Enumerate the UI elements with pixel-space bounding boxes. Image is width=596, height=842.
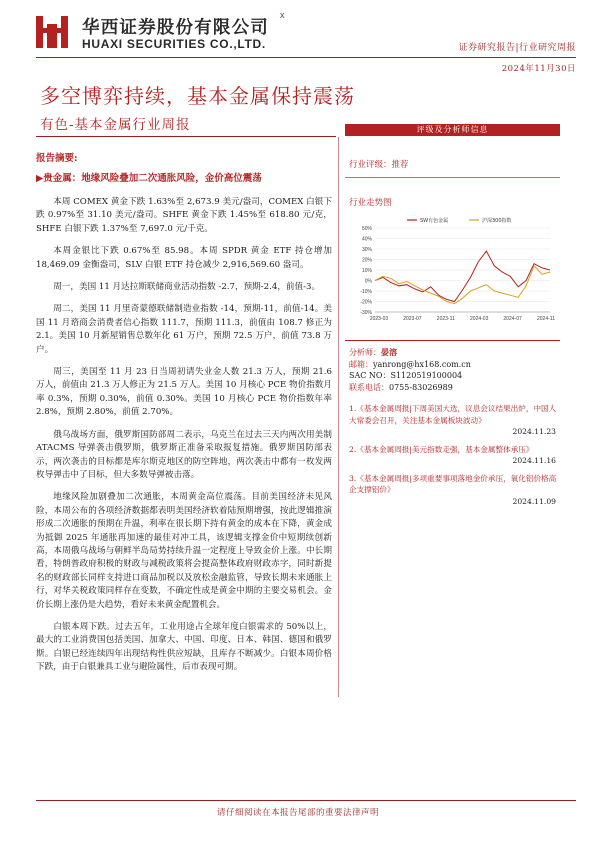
summary-paragraph: 周二，美国 11 月里奇蒙德联储制造业指数 -14，预期-11，前值-14。美国 11 月谘商会消费者信心指数 111.7，预期 111.3，前值由 108.7 修正为 2.1。美国 10 月新屋销售总数年化 61 万户，预期 72.5 万户，前值 73.8 万户。: [36, 304, 332, 355]
email-label: 邮箱：: [349, 359, 373, 369]
related-report-date: 2024.11.09: [512, 496, 556, 506]
trend-chart-title: 行业走势图: [349, 198, 392, 208]
summary-paragraph: 地缘风险加剧叠加二次通胀，本周黄金高位震荡。目前美国经济未见风险，本周公布的各项经济数据都表明美国经济软着陆预期增强，按此逻辑推演形成二次通胀的预期在升温，利率在很长期下持有黄金的成本在下降，黄金成为抵御 2025 年通胀再加速的最佳对冲工具，该逻辑支撑金价中短期续创新高，本周俄乌战场与朝鲜半岛局势持续升温一定程度上导致金价上涨。中长期看，特朗普政府积极的财政与减税政策将会提高整体政府财政赤字，同时新提名的财政部长同样支持进口商品加税以及放松金融监管，导致长期未来通胀上行，对华关税政策同样存在变数，不确定性成是黄金中期的主要交易机会。金价长期上涨仍是大趋势，看好未来黄金配置机会。: [36, 492, 332, 610]
industry-trend-chart: [345, 214, 560, 332]
rating-divider: [345, 177, 560, 178]
x-tick-label: 2023-11: [436, 316, 455, 322]
series-line: [375, 251, 550, 301]
y-tick-label: 50%: [361, 226, 372, 232]
x-tick-label: 2023-07: [403, 316, 422, 322]
summary-heading: 报告摘要:: [36, 153, 78, 164]
brand-name-en: HUAXI SECURITIES CO.,LTD.: [82, 37, 266, 51]
x-tick-label: 2023-03: [369, 316, 389, 322]
related-report-link[interactable]: 2.《基本金属周报|美元指数走强，基本金属整体承压》: [349, 444, 534, 454]
report-title: 多空博弈持续，基本金属保持震荡: [40, 84, 355, 108]
y-tick-label: -10%: [360, 289, 372, 295]
analyst-divider: [345, 340, 560, 341]
sac-number: S1120519100004: [390, 371, 463, 380]
analyst-label: 分析师：: [349, 348, 381, 357]
report-date: 2024年11月30日: [501, 64, 576, 74]
summary-paragraph: 俄乌战场方面，俄罗斯国防部周二表示，乌克兰在过去三天内两次用美制 ATACMS 导弹袭击俄罗斯，俄罗斯正准备采取报复措施。俄罗斯国防部表示，两次袭击的目标都是库尔斯克地区的防空阵地，两次袭击中都有一枚发两枚导弹击中了目标，但大多数导弹被击落。: [36, 429, 332, 480]
related-report-date: 2024.11.16: [512, 456, 556, 465]
analyst-email[interactable]: yanrong@hx168.com.cn: [373, 359, 471, 369]
report-subtitle: 有色-基本金属行业周报: [40, 117, 191, 133]
corner-mark: x: [280, 10, 285, 20]
title-divider: [36, 136, 336, 137]
summary-paragraph: 本周 COMEX 黄金下跌 1.63%至 2,673.9 美元/盎司，COMEX 白银下跌 0.97%至 31.10 美元/盎司。SHFE 黄金下跌 1.45%至 618.80 元/克，SHFE 白银下跌 1.37%至 7,697.0 元/千克。: [36, 197, 332, 234]
y-tick-label: -20%: [360, 299, 372, 306]
summary-paragraph: 周三，美国至 11 月 23 日当周初请失业金人数 21.3 万人，预期 21.6 万人，前值由 21.3 万人修正为 21.5 万人。美国 10 月核心 PCE 物价指数月率 0.3%，预期 0.30%，前值 0.30%。美国 10 月核心 PCE 物价指数年率 2.8%，预期 2.80%，前值 2.70%。: [36, 367, 332, 418]
header-divider: [36, 57, 576, 58]
analyst-info: [349, 347, 560, 393]
x-tick-label: 2024-11: [537, 316, 555, 322]
x-tick-label: 2024-03: [470, 316, 489, 322]
x-tick-label: 2024-07: [503, 316, 522, 322]
phone-label: 联系电话：: [349, 382, 389, 392]
footer-divider: [36, 800, 576, 801]
y-tick-label: 10%: [361, 268, 372, 274]
analyst-phone: 0755-83026989: [389, 382, 453, 392]
sidebar: [345, 124, 560, 513]
huaxi-logo: [34, 14, 70, 50]
legend-label: 沪深300指数: [482, 218, 512, 224]
legal-notice[interactable]: 请仔细阅读在本报告尾部的重要法律声明: [216, 808, 379, 818]
related-reports: [349, 403, 560, 507]
summary-column: [36, 150, 332, 684]
y-tick-label: 0%: [364, 278, 372, 285]
summary-bullet: ▶贵金属：地缘风险叠加二次通胀风险，金价高位震荡: [36, 173, 262, 184]
y-tick-label: -30%: [360, 310, 372, 316]
series-line: [375, 266, 550, 304]
rating-box-title: 评级及分析师信息: [345, 124, 560, 136]
related-report-link[interactable]: 3.《基本金属周报|多项重要事项落地金价承压，氧化铝价格高企支撑铝价》: [349, 473, 557, 494]
related-report-link[interactable]: 1.《基本金属周报|下周美国大选，议息会议结果出炉，中国人大常委会召开，关注基本金属板块波动》: [349, 404, 557, 425]
analyst-name: 晏溶: [381, 347, 397, 357]
summary-paragraph: 白银本周下跌。过去五年，工业用途占全球年度白银需求的 50%以上，最大的工业消费国包括美国、加拿大、中国、印度、日本、韩国、德国和俄罗斯。白银已经连续四年出现结构性供应短缺，且库存不断减少。白银本周价格下跌，由于白银兼具工业与避险属性，后市表现可期。: [36, 621, 332, 673]
y-tick-label: 40%: [361, 236, 372, 243]
y-tick-label: 20%: [361, 257, 372, 264]
industry-rating: 行业评级：推荐: [349, 160, 409, 170]
related-report-date: 2024.11.23: [512, 427, 556, 436]
sac-label: SAC NO：: [349, 371, 391, 380]
column-divider: [338, 137, 339, 697]
report-category: 证券研究报告|行业研究周报: [458, 43, 576, 53]
summary-paragraph: 周一，美国 11 月达拉斯联储商业活动指数 -2.7，预期-2.4，前值-3。: [53, 282, 321, 293]
legend-label: SW有色金属: [420, 218, 449, 224]
summary-paragraph: 本周金银比下跌 0.67%至 85.98。本周 SPDR 黄金 ETF 持仓增加 18,469.09 金衡盎司，SLV 白银 ETF 持仓减少 2,916,569.60 盎司。: [36, 246, 332, 270]
y-tick-label: 30%: [361, 247, 372, 253]
brand-name-cn: 华西证券股份有限公司: [82, 18, 269, 38]
